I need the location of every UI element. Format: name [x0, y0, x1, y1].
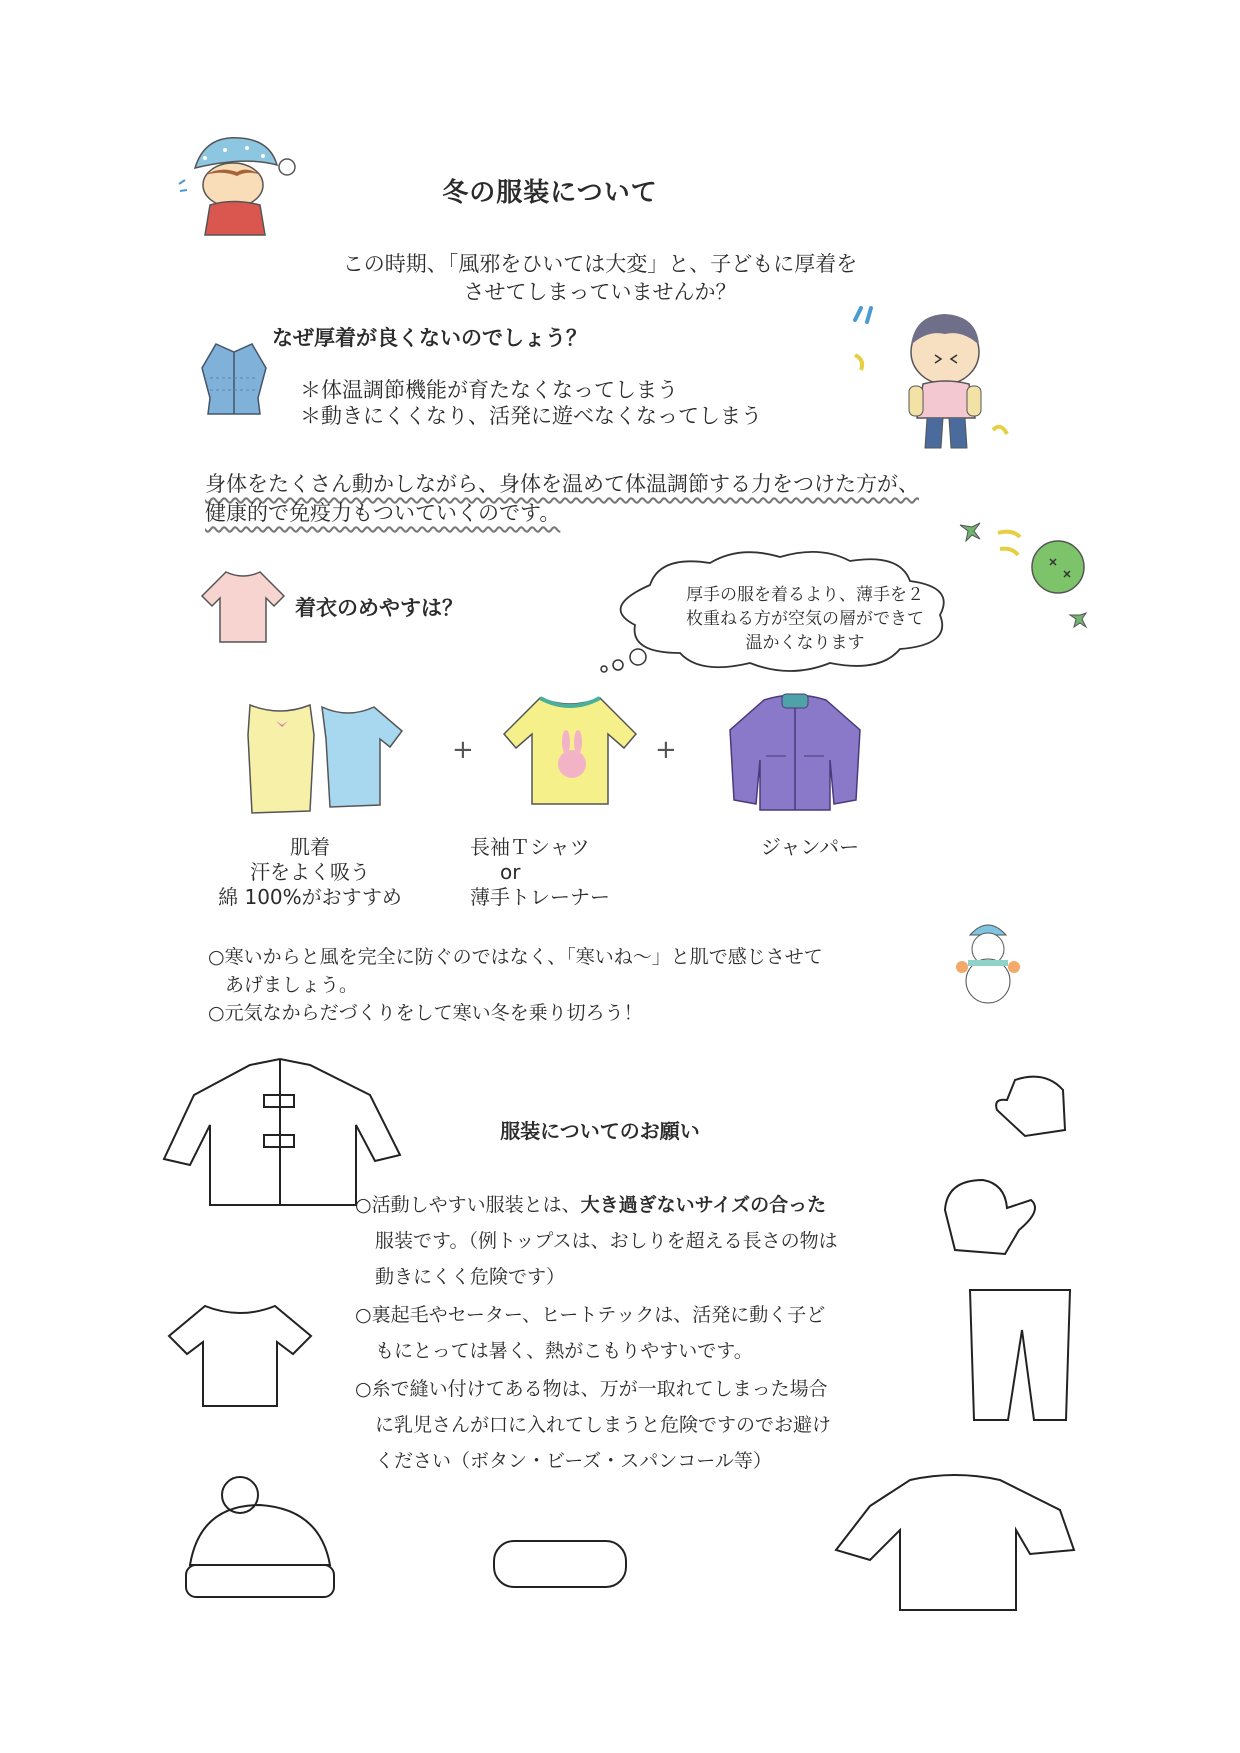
- item-sub-2: 綿 100%がおすすめ: [218, 885, 402, 909]
- item-sub-2: 薄手トレーナー: [470, 885, 610, 909]
- request-3-line-1: ○糸で縫い付けてある物は、万が一取れてしまった場合: [355, 1378, 828, 1400]
- jumper-jacket-illustration: [720, 690, 870, 820]
- why-bullet-2: ＊動きにくくなり、活発に遊べなくなってしまう: [300, 404, 762, 428]
- request-1-bold: 大き過ぎないサイズの合った: [580, 1194, 827, 1216]
- knit-hat-line-drawing: [180, 1475, 340, 1605]
- mitten-2-line-drawing: [935, 1170, 1045, 1260]
- layer-item-underwear: [215, 835, 405, 910]
- shivering-boy-illustration: [845, 300, 1025, 460]
- why-heading: なぜ厚着が良くないのでしょう？: [272, 326, 587, 350]
- pink-shirt-illustration: [198, 566, 288, 646]
- plus-sign-2: +: [655, 735, 677, 765]
- intro-line-1: この時期、「風邪をひいては大変」と、子どもに厚着を: [342, 252, 858, 276]
- note-1-line-2: あげましょう。: [225, 974, 359, 996]
- request-1-line-3: 動きにくく危険です）: [375, 1266, 566, 1288]
- why-bullet-1: ＊体温調節機能が育たなくなってしまう: [300, 378, 678, 402]
- sweater-line-drawing: [830, 1470, 1080, 1620]
- request-1-line-2: 服装です。（例トップスは、おしりを超える長さの物は: [375, 1230, 838, 1252]
- emphasis-line-1: 身体をたくさん動かしながら、身体を温めて体温調節する力をつけた方が、: [205, 472, 919, 496]
- request-3-line-2: に乳児さんが口に入れてしまうと危険ですのでお避け: [375, 1414, 832, 1436]
- request-1-prefix: ○活動しやすい服装とは、: [355, 1194, 581, 1216]
- note-2: ○元気なからだづくりをして寒い冬を乗り切ろう！: [208, 1002, 643, 1024]
- underwear-illustration: [240, 695, 410, 825]
- request-2-line-2: もにとっては暑く、熱がこもりやすいです。: [375, 1340, 753, 1362]
- blue-jacket-illustration: [198, 338, 270, 418]
- layer-item-jumper: [735, 835, 885, 860]
- child-in-winter-hat-illustration: [175, 130, 305, 245]
- item-sub-1: or: [500, 860, 521, 884]
- intro-text: [300, 250, 900, 306]
- snowman-illustration: [948, 915, 1028, 1005]
- note-1-line-1: ○寒いからと風を完全に防ぐのではなく、「寒いね～」と肌で感じさせて: [208, 946, 823, 968]
- layer-item-tshirt: [470, 835, 670, 910]
- plus-sign-1: +: [452, 735, 474, 765]
- item-name: 肌着: [290, 835, 330, 859]
- cloud-line-3: 温かくなります: [745, 633, 865, 653]
- intro-line-2: させてしまっていませんか？: [463, 280, 737, 304]
- emphasis-line-2: 健康的で免疫力もついていくのです。: [205, 501, 561, 525]
- requests-heading: 服装についてのお願い: [500, 1119, 700, 1143]
- request-1-line-1: [355, 1188, 895, 1223]
- long-sleeve-tshirt-illustration: [500, 690, 640, 815]
- request-2-line-1: ○裏起毛やセーター、ヒートテックは、活発に動く子ど: [355, 1304, 826, 1326]
- cloud-line-1: 厚手の服を着るより、薄手を２: [686, 585, 924, 605]
- item-sub-1: 汗をよく吸う: [250, 860, 370, 884]
- pants-line-drawing: [960, 1280, 1080, 1430]
- guide-heading: 着衣のめやすは？: [295, 596, 463, 620]
- item-name: 長袖Ｔシャツ: [470, 835, 590, 859]
- cloud-line-2: 枚重ねる方が空気の層ができて: [686, 609, 924, 629]
- request-3-line-3: ください（ボタン・ビーズ・スパンコール等）: [375, 1450, 772, 1472]
- page-title: 冬の服装について: [442, 178, 658, 208]
- cloud-text: [655, 583, 955, 655]
- emphasis-text: [205, 470, 919, 528]
- item-name: ジャンパー: [760, 835, 860, 859]
- sock-line-drawing: [490, 1535, 630, 1595]
- tshirt-line-drawing: [165, 1300, 315, 1410]
